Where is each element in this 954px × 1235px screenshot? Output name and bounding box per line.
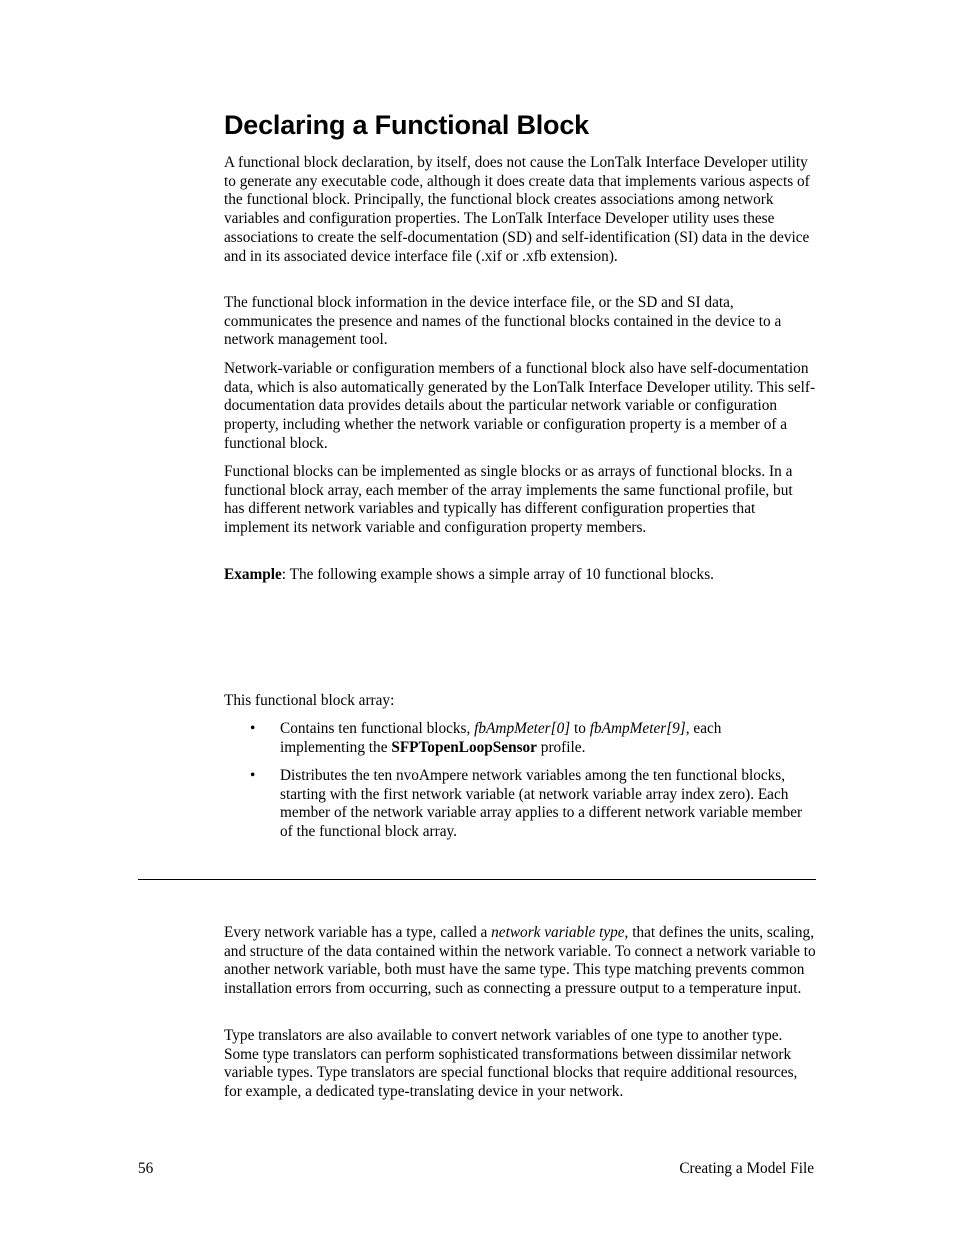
chapter-title: Creating a Model File [679, 1160, 814, 1177]
paragraph-array-intro: This functional block array: [224, 692, 395, 709]
paragraph-interface-file: The functional block information in the device interface file, or the SD and SI data, communicates the presence and names of the functional blocks contained in the device to a network management tool. [224, 294, 782, 349]
paragraph-nv-type: Every network variable has a type, called a network variable type, that defines the units, scaling, and structure of the data contained within the network variable. To connect a network variable to another network variable, both must have the same type. This type matching prevents common installation errors from occurring, such as connecting a pressure output to a temperature input. [224, 924, 816, 998]
bullet-text: Distributes the ten nvoAmpere network variables among the ten functional blocks, starting with the first network variable (at network variable array index zero). Each member of the network variable array applies to a different network variable member of the functional block array. [280, 767, 803, 841]
example-label: Example [224, 566, 282, 583]
paragraph-declaration: A functional block declaration, by itself, does not cause the LonTalk Interface Developer utility to generate any executable code, although it does create data that implements various aspects of the functional block. Principally, the functional block creates associations among network variables and configuration properties. The LonTalk Interface Developer utility uses these associations to create the self-documentation (SD) and self-identification (SI) data in the device and in its associated device interface file (.xif or .xfb extension). [224, 154, 810, 265]
section-heading: Declaring a Functional Block [224, 110, 589, 140]
example-text: : The following example shows a simple array of 10 functional blocks. [281, 566, 714, 583]
bullet-icon: • [250, 720, 256, 737]
paragraph-self-documentation: Network-variable or configuration members of a functional block also have self-documentation data, which is also automatically generated by the LonTalk Interface Developer utility. This self-documentation data provides details about the particular network variable or configuration property, including whether the network variable or configuration property is a member of a functional block. [224, 360, 816, 452]
bullet-icon: • [250, 767, 256, 784]
paragraph-type-translators: Type translators are also available to convert network variables of one type to another type. Some type translators can perform sophisticated transformations between dissimilar network variable types. Type translators are special functional blocks that require additional resources, for example, a dedicated type-translating device in your network. [224, 1027, 798, 1101]
paragraph-block-arrays: Functional blocks can be implemented as single blocks or as arrays of functional blocks. In a functional block array, each member of the array implements the same functional profile, but has different network variables and typically has different configuration properties that implement its network variable and configuration property members. [224, 463, 793, 537]
bullet-text: Contains ten functional blocks, fbAmpMeter[0] to fbAmpMeter[9], each implementing the SFPTopenLoopSensor profile. [280, 720, 722, 756]
section-divider [138, 879, 816, 880]
paragraph-example [224, 566, 816, 585]
page-number: 56 [138, 1160, 154, 1177]
